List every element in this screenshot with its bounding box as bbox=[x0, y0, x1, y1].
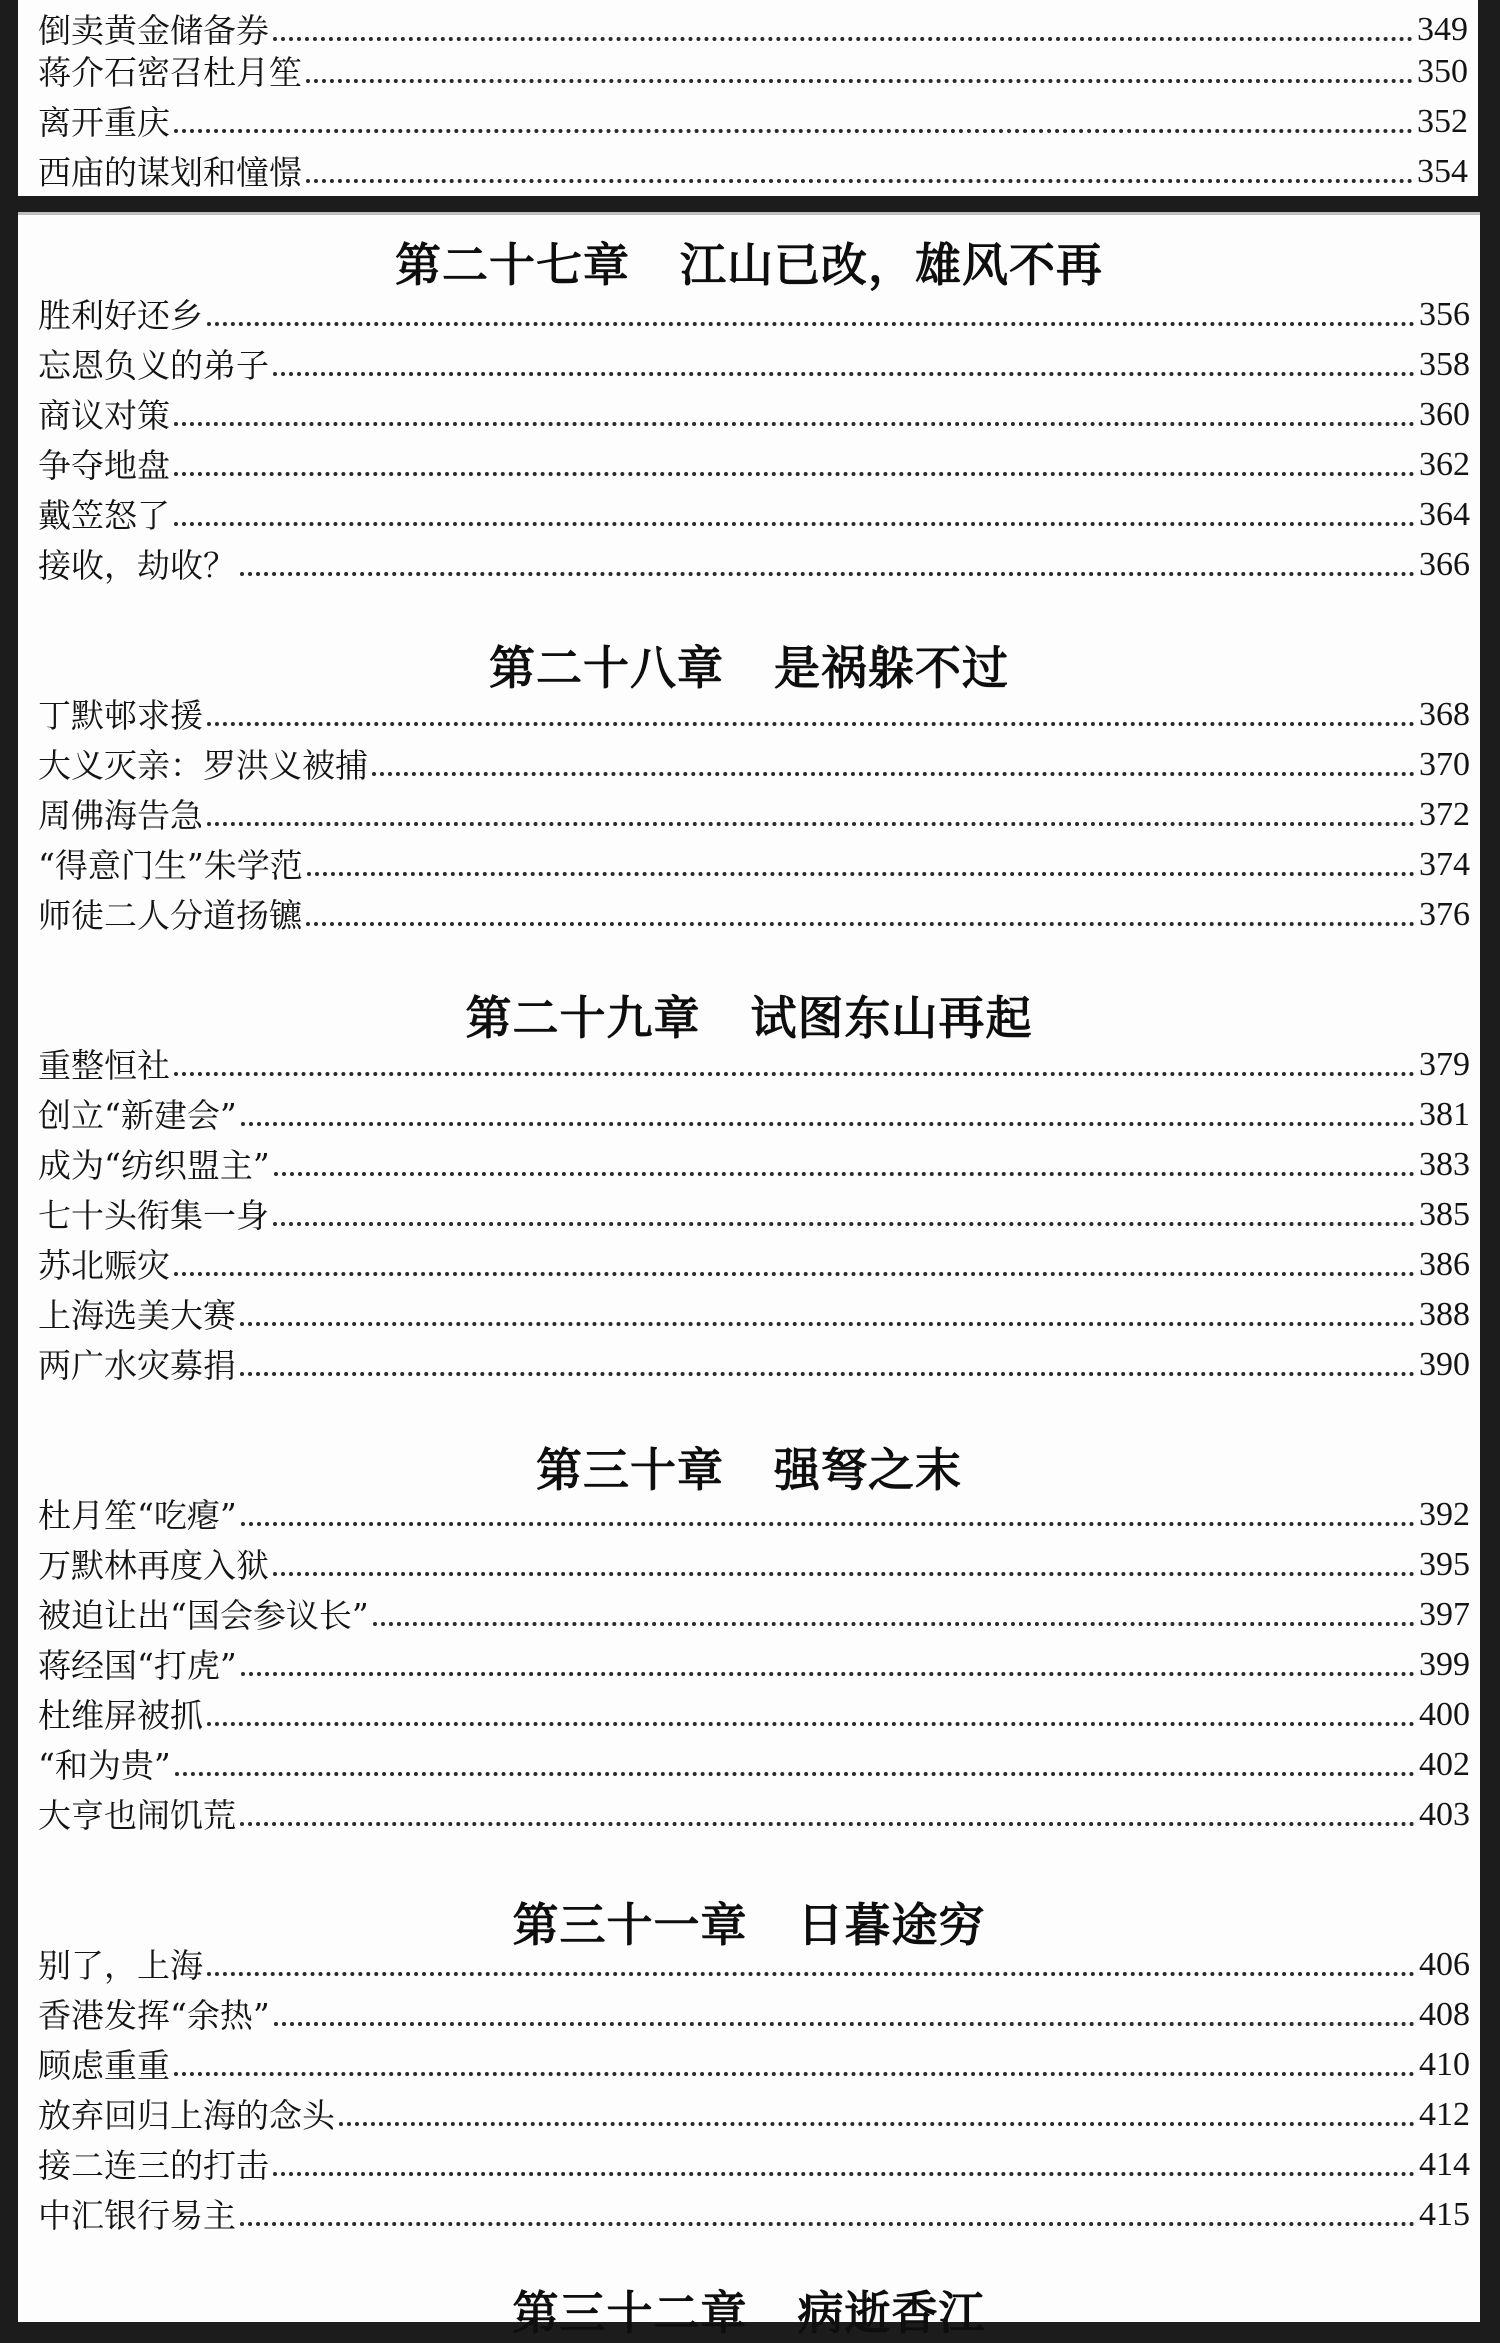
toc-entry-title: 上海选美大赛 bbox=[38, 1296, 236, 1335]
toc-entry-title: 丁默邨求援 bbox=[38, 696, 203, 735]
toc-entry-title: 香港发挥“余热” bbox=[38, 1996, 270, 2035]
toc-page-top bbox=[18, 0, 1478, 196]
toc-entry bbox=[38, 1985, 1470, 2035]
dot-leader bbox=[273, 372, 1415, 376]
toc-entry-page: 400 bbox=[1419, 1696, 1470, 1733]
toc-entry-title: 接收，劫收？ bbox=[38, 546, 236, 585]
toc-entry-title: 商议对策 bbox=[38, 396, 170, 435]
toc-entry-title: 杜月笙“吃瘪” bbox=[38, 1496, 237, 1535]
toc-entry bbox=[38, 1185, 1470, 1235]
toc-entry-title: 放弃回归上海的念头 bbox=[38, 2096, 335, 2135]
toc-entry-page: 414 bbox=[1419, 2146, 1470, 2183]
toc-entry-page: 360 bbox=[1419, 396, 1470, 433]
toc-entry bbox=[38, 685, 1470, 735]
toc-entry bbox=[38, 2135, 1470, 2185]
toc-entry-title: 成为“纺织盟主” bbox=[38, 1146, 270, 1185]
dot-leader bbox=[174, 1272, 1415, 1276]
dot-leader bbox=[240, 1822, 1415, 1826]
toc-entry bbox=[38, 1085, 1470, 1135]
toc-entry-title: 争夺地盘 bbox=[38, 446, 170, 485]
toc-entry-page: 358 bbox=[1419, 346, 1470, 383]
chapter-title: 强弩之末 bbox=[774, 1443, 962, 1497]
toc-entry-page: 368 bbox=[1419, 696, 1470, 733]
dot-leader bbox=[307, 872, 1415, 876]
dot-leader bbox=[240, 1372, 1415, 1376]
toc-entry bbox=[38, 92, 1468, 142]
dot-leader bbox=[240, 2222, 1415, 2226]
toc-entry-page: 395 bbox=[1419, 1546, 1470, 1583]
toc-entry-page: 372 bbox=[1419, 796, 1470, 833]
dot-leader bbox=[240, 1322, 1415, 1326]
toc-entry-title: 倒卖黄金储备券 bbox=[38, 11, 269, 50]
dot-leader bbox=[241, 1672, 1415, 1676]
toc-entry-page: 370 bbox=[1419, 746, 1470, 783]
dot-leader bbox=[207, 822, 1415, 826]
toc-entry bbox=[38, 1585, 1470, 1635]
chapter-title: 试图东山再起 bbox=[750, 991, 1033, 1045]
toc-entry-page: 392 bbox=[1419, 1496, 1470, 1533]
dot-leader bbox=[240, 572, 1415, 576]
dot-leader bbox=[207, 1972, 1415, 1976]
toc-entry-page: 362 bbox=[1419, 446, 1470, 483]
dot-leader bbox=[174, 472, 1415, 476]
toc-entry bbox=[38, 1035, 1470, 1085]
dot-leader bbox=[207, 1722, 1415, 1726]
chapter-number: 第二十九章 bbox=[465, 991, 701, 1045]
dot-leader bbox=[274, 2022, 1415, 2026]
dot-leader bbox=[273, 2172, 1415, 2176]
toc-entry-title: 蒋介石密召杜月笙 bbox=[38, 53, 302, 92]
toc-entry bbox=[38, 835, 1470, 885]
toc-entry-page: 390 bbox=[1419, 1346, 1470, 1383]
dot-leader bbox=[373, 1622, 1415, 1626]
toc-entry-title: 大义灭亲：罗洪义被捕 bbox=[38, 746, 368, 785]
dot-leader bbox=[174, 1072, 1415, 1076]
toc-entry-page: 352 bbox=[1417, 103, 1468, 140]
toc-entry bbox=[38, 1235, 1470, 1285]
toc-entry-title: “得意门生”朱学范 bbox=[38, 846, 303, 885]
dot-leader bbox=[174, 422, 1415, 426]
toc-entry-page: 408 bbox=[1419, 1996, 1470, 2033]
chapter-title: 江山已改，雄风不再 bbox=[680, 238, 1103, 292]
toc-entry-page: 402 bbox=[1419, 1746, 1470, 1783]
toc-entry-title: 两广水灾募捐 bbox=[38, 1346, 236, 1385]
toc-entry-title: 重整恒社 bbox=[38, 1046, 170, 1085]
toc-entry-page: 415 bbox=[1419, 2196, 1470, 2233]
toc-entry-title: “和为贵” bbox=[38, 1746, 171, 1785]
toc-entry-page: 366 bbox=[1419, 546, 1470, 583]
toc-entry bbox=[38, 1285, 1470, 1335]
toc-entry-page: 388 bbox=[1419, 1296, 1470, 1333]
toc-entry bbox=[38, 142, 1468, 192]
toc-page-main bbox=[18, 212, 1480, 2340]
chapter-number: 第二十八章 bbox=[489, 641, 724, 695]
dot-leader bbox=[174, 129, 1413, 133]
toc-entry-page: 381 bbox=[1419, 1096, 1470, 1133]
toc-entry-title: 师徒二人分道扬镳 bbox=[38, 896, 302, 935]
toc-entry-title: 接二连三的打击 bbox=[38, 2146, 269, 2185]
dot-leader bbox=[175, 1772, 1415, 1776]
toc-entry-title: 忘恩负义的弟子 bbox=[38, 346, 269, 385]
toc-entry bbox=[38, 1535, 1470, 1585]
dot-leader bbox=[174, 2072, 1415, 2076]
toc-entry-page: 349 bbox=[1417, 11, 1468, 48]
toc-entry-page: 386 bbox=[1419, 1246, 1470, 1283]
toc-entry-title: 周佛海告急 bbox=[38, 796, 203, 835]
dot-leader bbox=[207, 322, 1415, 326]
toc-entry bbox=[38, 1335, 1470, 1385]
toc-entry-page: 412 bbox=[1419, 2096, 1470, 2133]
toc-entry-title: 大亨也闹饥荒 bbox=[38, 1796, 236, 1835]
toc-entry bbox=[38, 1935, 1470, 1985]
toc-entry-title: 中汇银行易主 bbox=[38, 2196, 236, 2235]
toc-entry bbox=[38, 435, 1470, 485]
toc-entry-title: 杜维屏被抓 bbox=[38, 1696, 203, 1735]
toc-entry-page: 379 bbox=[1419, 1046, 1470, 1083]
dot-leader bbox=[306, 922, 1415, 926]
toc-entry-page: 403 bbox=[1419, 1796, 1470, 1833]
toc-entry bbox=[38, 1135, 1470, 1185]
toc-entry-page: 356 bbox=[1419, 296, 1470, 333]
dot-leader bbox=[241, 1122, 1415, 1126]
toc-entry-title: 胜利好还乡 bbox=[38, 296, 203, 335]
toc-entry-page: 410 bbox=[1419, 2046, 1470, 2083]
dot-leader bbox=[174, 522, 1415, 526]
toc-entry bbox=[38, 1485, 1470, 1535]
chapter-number: 第三十章 bbox=[536, 1443, 724, 1497]
toc-entry-title: 万默林再度入狱 bbox=[38, 1546, 269, 1585]
toc-entry-page: 406 bbox=[1419, 1946, 1470, 1983]
toc-entry-page: 383 bbox=[1419, 1146, 1470, 1183]
chapter-heading bbox=[18, 2283, 1480, 2343]
chapter-title: 日暮途穷 bbox=[797, 1898, 986, 1952]
dot-leader bbox=[207, 722, 1415, 726]
toc-entry-page: 376 bbox=[1419, 896, 1470, 933]
toc-entry bbox=[38, 735, 1470, 785]
toc-entry-page: 385 bbox=[1419, 1196, 1470, 1233]
dot-leader bbox=[306, 179, 1413, 183]
toc-entry-title: 七十头衔集一身 bbox=[38, 1196, 269, 1235]
toc-entry-title: 创立“新建会” bbox=[38, 1096, 237, 1135]
toc-entry-title: 被迫让出“国会参议长” bbox=[38, 1596, 369, 1635]
toc-entry bbox=[38, 335, 1470, 385]
dot-leader bbox=[273, 37, 1413, 41]
toc-entry-title: 别了，上海 bbox=[38, 1946, 203, 1985]
toc-entry bbox=[38, 1785, 1470, 1835]
toc-entry bbox=[38, 1685, 1470, 1735]
toc-entry-title: 苏北赈灾 bbox=[38, 1246, 170, 1285]
dot-leader bbox=[306, 79, 1413, 83]
toc-entry-page: 364 bbox=[1419, 496, 1470, 533]
chapter-title: 是祸躲不过 bbox=[774, 641, 1009, 695]
toc-entry bbox=[38, 1635, 1470, 1685]
toc-entry bbox=[38, 285, 1470, 335]
toc-entry-page: 350 bbox=[1417, 53, 1468, 90]
dot-leader bbox=[273, 1572, 1415, 1576]
toc-entry-page: 354 bbox=[1417, 153, 1468, 190]
dot-leader bbox=[241, 1522, 1415, 1526]
toc-entry-title: 顾虑重重 bbox=[38, 2046, 170, 2085]
toc-entry bbox=[38, 535, 1470, 585]
chapter-number: 第三十一章 bbox=[512, 1898, 748, 1952]
dot-leader bbox=[274, 1172, 1415, 1176]
chapter-number: 第三十二章 bbox=[512, 2286, 748, 2340]
toc-entry bbox=[38, 485, 1470, 535]
toc-entry-title: 离开重庆 bbox=[38, 103, 170, 142]
toc-entry-title: 西庙的谋划和憧憬 bbox=[38, 153, 302, 192]
toc-entry bbox=[38, 2035, 1470, 2085]
toc-entry bbox=[38, 2085, 1470, 2135]
toc-entry bbox=[38, 42, 1468, 92]
chapter-title: 病逝香江 bbox=[797, 2286, 986, 2340]
dot-leader bbox=[372, 772, 1415, 776]
toc-entry-page: 397 bbox=[1419, 1596, 1470, 1633]
toc-entry-title: 戴笠怒了 bbox=[38, 496, 170, 535]
toc-entry bbox=[38, 785, 1470, 835]
toc-entry bbox=[38, 385, 1470, 435]
dot-leader bbox=[339, 2122, 1415, 2126]
chapter-number: 第二十七章 bbox=[395, 238, 630, 292]
toc-entry-page: 374 bbox=[1419, 846, 1470, 883]
dot-leader bbox=[273, 1222, 1415, 1226]
toc-entry bbox=[38, 2185, 1470, 2235]
toc-entry bbox=[38, 885, 1470, 935]
toc-entry bbox=[38, 1735, 1470, 1785]
toc-entry-page: 399 bbox=[1419, 1646, 1470, 1683]
toc-entry-title: 蒋经国“打虎” bbox=[38, 1646, 237, 1685]
